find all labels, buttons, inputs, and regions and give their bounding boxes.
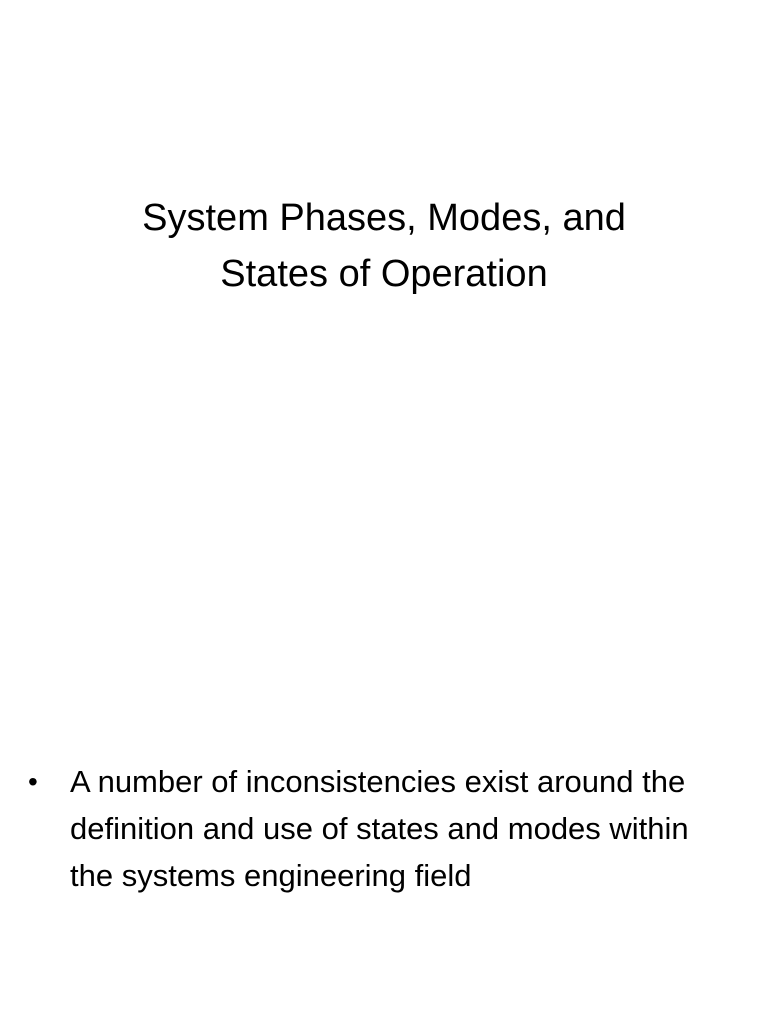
bullet-item: [28, 758, 728, 899]
bullet-marker-icon: •: [28, 766, 38, 797]
slide-title: [60, 190, 708, 302]
bullet-list: [28, 758, 728, 899]
slide-title-line-1: System Phases, Modes, and: [142, 197, 626, 239]
bullet-text: A number of inconsistencies exist around the definition and use of states and modes within the systems engineering field: [70, 764, 689, 893]
slide-title-line-2: States of Operation: [220, 253, 548, 295]
